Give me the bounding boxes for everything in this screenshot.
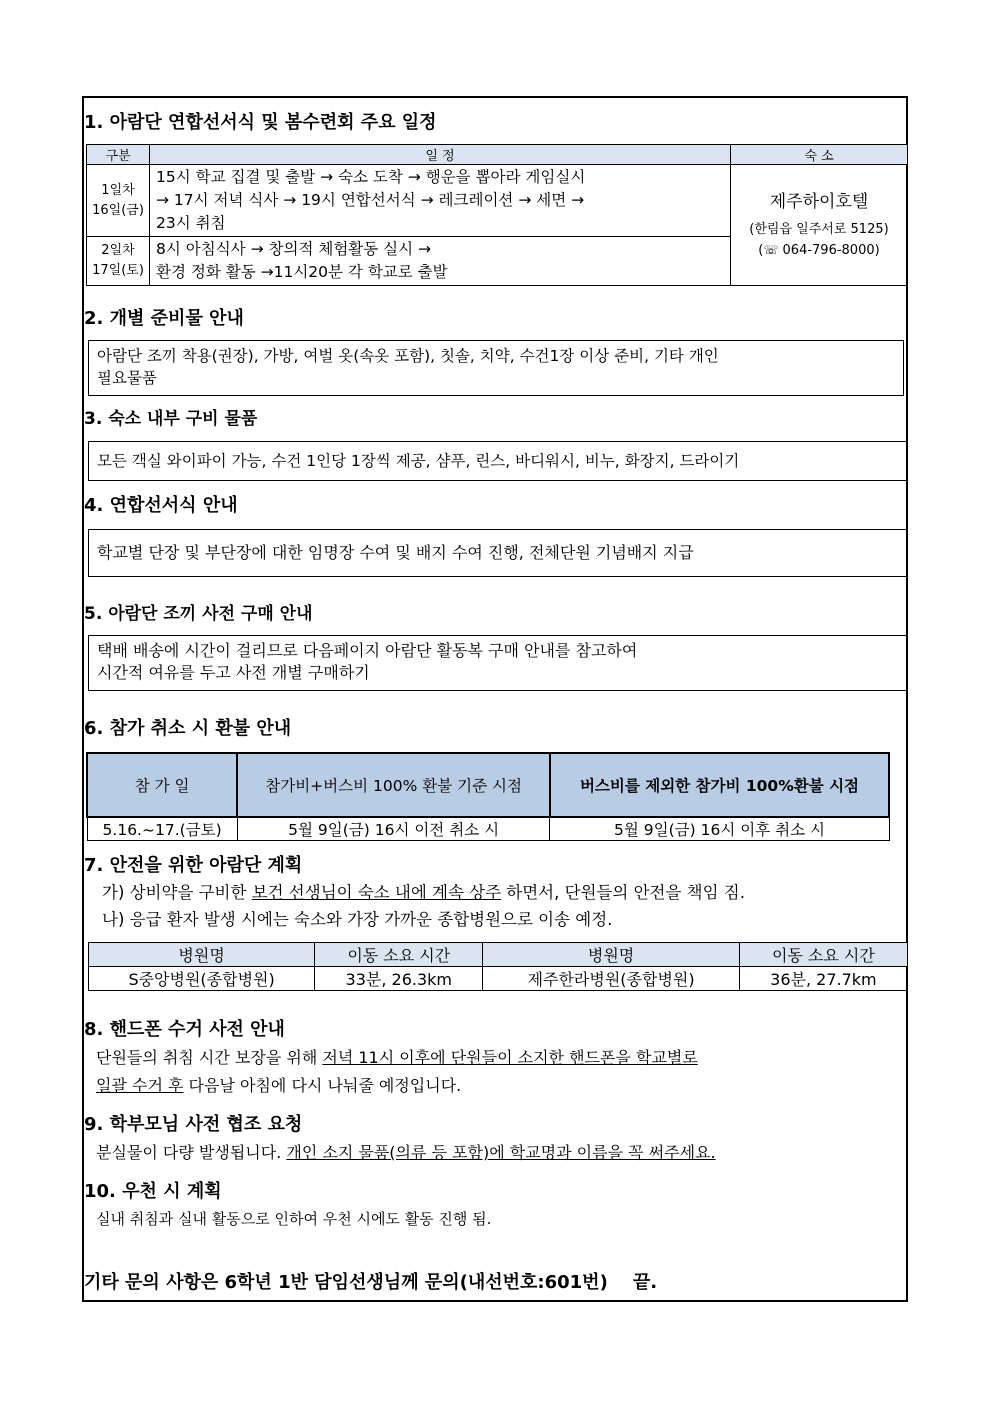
hotel-name: 제주하이호텔 [769,192,869,212]
header-lodging: 숙 소 [731,145,908,165]
refund-cell-full: 5월 9일(금) 16시 이전 취소 시 [237,817,550,841]
lodging-cell [731,165,908,286]
phone-notice-line-1: 단원들의 취침 시간 보장을 위해 저녁 11시 이후에 단원들이 소지한 핸드폰을 학교별로 [96,1048,698,1067]
hospital-name: 제주한라병원(종합병원) [483,967,739,991]
section-7-title: 7. 안전을 위한 아람단 계획 [84,855,303,876]
section-3-title: 3. 숙소 내부 구비 물품 [84,409,258,429]
phone-notice-emphasis: 저녁 11시 이후에 단원들이 소지한 핸드폰을 학교별로 [322,1048,698,1067]
hospital-time: 33분, 26.3km [315,967,483,991]
day1-plan [150,165,731,237]
parent-request-emphasis: 개인 소지 물품(의류 등 포함)에 학교명과 이름을 꼭 써주세요. [286,1143,716,1162]
day1-plan-line: → 17시 저녁 식사 → 19시 연합선서식 → 레크레이션 → 세면 → [156,191,585,209]
refund-cell-partial: 5월 9일(금) 16시 이후 취소 시 [550,817,889,841]
section-5-title: 5. 아람단 조끼 사전 구매 안내 [84,604,313,624]
section-9-title: 9. 학부모님 사전 협조 요청 [84,1114,303,1135]
parent-request-text: 분실물이 다량 발생됩니다. 개인 소지 물품(의류 등 포함)에 학교명과 이름을 꼭 써주세요. [96,1143,716,1162]
day1-date: 16일(금) [92,202,144,218]
refund-header-date: 참 가 일 [87,753,237,817]
section-4-box: 학교별 단장 및 부단장에 대한 임명장 수여 및 배지 수여 진행, 전체단원 기념배지 지급 [88,529,908,577]
hotel-phone: (☏ 064-796-8000) [758,243,880,258]
day1-cell [87,165,150,237]
day1-label: 1일차 [101,182,135,198]
day1-plan-line: 15시 학교 집결 및 출발 → 숙소 도착 → 행운을 뽑아라 게임실시 [156,168,586,186]
section-5-line: 시간적 여유를 두고 사전 개별 구매하기 [97,663,370,682]
phone-icon: ☏ [763,243,779,257]
safety-emphasis: 보건 선생님이 숙소 내에 계속 상주 [251,883,502,902]
safety-item-b: 나) 응급 환자 발생 시에는 숙소와 가장 가까운 종합병원으로 이송 예정. [102,910,613,929]
phone-notice-emphasis: 일괄 수거 후 [96,1076,184,1095]
section-5-line: 택배 배송에 시간이 걸리므로 다음페이지 아람단 활동복 구매 안내를 참고하여 [97,641,638,660]
header-schedule: 일 정 [150,145,731,165]
hospital-header-time: 이동 소요 시간 [315,943,483,967]
section-5-box [88,635,908,691]
section-6-title: 6. 참가 취소 시 환불 안내 [84,718,292,739]
schedule-table [86,144,908,286]
section-2-box [88,340,904,396]
section-3-box: 모든 객실 와이파이 가능, 수건 1인당 1장씩 제공, 샴푸, 린스, 바디워시, 비누, 화장지, 드라이기 [88,441,908,481]
day1-plan-line: 23시 취침 [156,214,226,232]
refund-header-full: 참가비+버스비 100% 환불 기준 시점 [237,753,550,817]
section-2-line: 필요물품 [97,369,157,387]
day2-plan-line: 환경 정화 활동 →11시20분 각 학교로 출발 [156,263,448,281]
day2-plan [150,237,731,286]
hospital-header-name: 병원명 [89,943,315,967]
hospital-name: S중앙병원(종합병원) [89,967,315,991]
section-10-title: 10. 우천 시 계획 [84,1181,222,1202]
rain-plan-text: 실내 취침과 실내 활동으로 인하여 우천 시에도 활동 진행 됨. [96,1210,492,1228]
hospital-time: 36분, 27.7km [739,967,907,991]
day2-date: 17일(토) [92,263,144,278]
day2-label: 2일차 [101,243,135,258]
hospital-header-name: 병원명 [483,943,739,967]
header-category: 구분 [87,145,150,165]
day2-plan-line: 8시 아침식사 → 창의적 체험활동 실시 → [156,240,432,258]
refund-header-partial: 버스비를 제외한 참가비 100%환불 시점 [550,753,889,817]
hotel-address: (한림읍 일주서로 5125) [749,222,889,237]
hospital-table [88,942,908,991]
section-4-title: 4. 연합선서식 안내 [84,495,238,516]
section-2-line: 아람단 조끼 착용(권장), 가방, 여벌 옷(속옷 포함), 칫솔, 치약, 수건1장 이상 준비, 기타 개인 [97,347,719,365]
section-1-title: 1. 아람단 연합선서식 및 봄수련회 주요 일정 [84,112,437,133]
phone-notice-line-2: 일괄 수거 후 다음날 아침에 다시 나눠줄 예정입니다. [96,1076,462,1095]
refund-table [86,752,890,841]
refund-cell-date: 5.16.~17.(금토) [87,817,237,841]
safety-item-a: 가) 상비약을 구비한 보건 선생님이 숙소 내에 계속 상주 하면서, 단원들의 안전을 책임 짐. [102,883,745,902]
section-2-title: 2. 개별 준비물 안내 [84,308,244,329]
section-8-title: 8. 핸드폰 수거 사전 안내 [84,1019,285,1040]
footer-contact: 기타 문의 사항은 6학년 1반 담임선생님께 문의(내선번호:601번) 끝. [84,1272,658,1293]
hospital-header-time: 이동 소요 시간 [739,943,907,967]
day2-cell [87,237,150,286]
